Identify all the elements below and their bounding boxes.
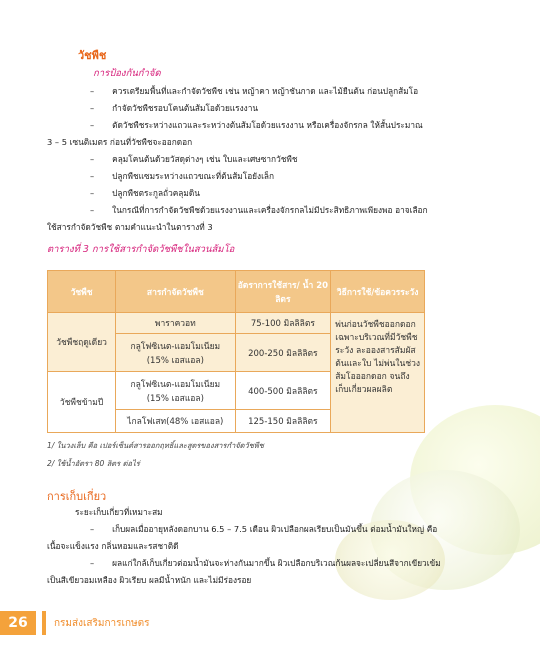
footer-org: กรมส่งเสริมการเกษตร bbox=[54, 618, 150, 629]
bullet-text: กำจัดวัชพืชรอบโคนต้นส้มโอด้วยแรงงาน bbox=[112, 103, 259, 113]
footnote: 1/ ในวงเล็บ คือ เปอร์เซ็นต์สารออกฤทธิ์และสูตรของสารกำจัดวัชพืช bbox=[47, 441, 264, 450]
cell-rate: 400-500 มิลลิลิตร bbox=[235, 372, 331, 410]
bullet-item: – กำจัดวัชพืชรอบโคนต้นส้มโอด้วยแรงงาน bbox=[90, 103, 259, 113]
table-caption: ตารางที่ 3 การใช้สารกำจัดวัชพืชในสวนส้มโอ bbox=[47, 244, 235, 255]
harvest-subtitle: ระยะเก็บเกี่ยวที่เหมาะสม bbox=[75, 507, 163, 517]
bullet-item: – คลุมโคนต้นด้วยวัสดุต่างๆ เช่น ใบและเศษซากวัชพืช bbox=[90, 154, 298, 164]
bullet-continuation: 3 – 5 เซนติเมตร ก่อนที่วัชพืชจะออกดอก bbox=[47, 137, 193, 147]
subheading-prevention: การป้องกันกำจัด bbox=[93, 68, 161, 79]
cell-chemical: ไกลโฟเสท(48% เอสแอล) bbox=[116, 410, 235, 433]
cell-chemical: กลูโฟซิเนต-แอมโมเนียม (15% เอสแอล) bbox=[116, 372, 235, 410]
footnote: 2/ ใช้น้ำอัตรา 80 ลิตร ต่อไร่ bbox=[47, 459, 140, 468]
bullet-text: ผลแก่ใกล้เก็บเกี่ยวต่อมน้ำมันจะห่างกันมากขึ้น ผิวเปลือกบริเวณก้นผลจะเปลี่ยนสีจากเขียวเข้ม bbox=[112, 558, 441, 568]
header-chemical: สารกำจัดวัชพืช bbox=[116, 271, 235, 313]
cell-weed: วัชพืชข้ามปี bbox=[48, 372, 116, 433]
cell-chemical: กลูโฟซิเนต-แอมโมเนียม (15% เอสแอล) bbox=[116, 334, 235, 372]
table-row bbox=[48, 313, 425, 334]
bullet-continuation: เนื้อจะแข็งแรง กลิ่นหอมและรสชาติดี bbox=[47, 541, 179, 551]
section-title: วัชพืช bbox=[78, 49, 107, 62]
bullet-text: คลุมโคนต้นด้วยวัสดุต่างๆ เช่น ใบและเศษซากวัชพืช bbox=[112, 154, 298, 164]
page-number: 26 bbox=[0, 611, 36, 635]
cell-method-note: พ่นก่อนวัชพืชออกดอก เฉพาะบริเวณที่มีวัชพืชระวัง ละอองสารสัมผัสต้นและใบ ไม่พ่นในช่วงส้มโอออกดอก จนถึงเก็บเกี่ยวผลผลิต bbox=[331, 313, 425, 433]
bullet-text: เก็บผลเมื่ออายุหลังดอกบาน 6.5 – 7.5 เดือน ผิวเปลือกผลเรียบเป็นมันขึ้น ต่อมน้ำมันใหญ่ คือ bbox=[112, 524, 438, 534]
bullet-continuation: ใช้สารกำจัดวัชพืช ตามคำแนะนำในตารางที่ 3 bbox=[47, 222, 213, 232]
bullet-continuation: เป็นสีเขียวอมเหลือง ผิวเรียบ ผลมีน้ำหนัก และไม่มีร่องรอย bbox=[47, 575, 252, 585]
table-header-row bbox=[48, 271, 425, 313]
header-weed: วัชพืช bbox=[48, 271, 116, 313]
cell-rate: 200-250 มิลลิลิตร bbox=[235, 334, 331, 372]
bullet-item: – ผลแก่ใกล้เก็บเกี่ยวต่อมน้ำมันจะห่างกันมากขึ้น ผิวเปลือกบริเวณก้นผลจะเปลี่ยนสีจากเขียวเข้ม bbox=[90, 558, 441, 568]
cell-rate: 75-100 มิลลิลิตร bbox=[235, 313, 331, 334]
cell-rate: 125-150 มิลลิลิตร bbox=[235, 410, 331, 433]
bullet-item: – ควรเตรียมพื้นที่และกำจัดวัชพืช เช่น หญ้าคา หญ้าชันกาด และไม้ยืนต้น ก่อนปลูกส้มโอ bbox=[90, 86, 419, 96]
harvest-title: การเก็บเกี่ยว bbox=[47, 490, 107, 503]
bullet-text: ปลูกพืชตระกูลถั่วคลุมดิน bbox=[112, 188, 200, 198]
bullet-text: ตัดวัชพืชระหว่างแถวและระหว่างต้นส้มโอด้วยแรงงาน หรือเครื่องจักรกล ให้สั้นประมาณ bbox=[112, 120, 423, 130]
bullet-item: – ในกรณีที่การกำจัดวัชพืชด้วยแรงงานและเครื่องจักรกลไม่มีประสิทธิภาพเพียงพอ อาจเลือก bbox=[90, 205, 428, 215]
bullet-text: ปลูกพืชแซมระหว่างแถวขณะที่ต้นส้มโอยังเล็ก bbox=[112, 171, 275, 181]
bullet-item: – ปลูกพืชตระกูลถั่วคลุมดิน bbox=[90, 188, 200, 198]
bullet-item: – ตัดวัชพืชระหว่างแถวและระหว่างต้นส้มโอด้วยแรงงาน หรือเครื่องจักรกล ให้สั้นประมาณ bbox=[90, 120, 423, 130]
cell-weed: วัชพืชฤดูเดียว bbox=[48, 313, 116, 372]
bullet-text: ควรเตรียมพื้นที่และกำจัดวัชพืช เช่น หญ้าคา หญ้าชันกาด และไม้ยืนต้น ก่อนปลูกส้มโอ bbox=[112, 86, 419, 96]
header-rate: อัตราการใช้สาร/ น้ำ 20 ลิตร bbox=[235, 271, 331, 313]
herbicide-table bbox=[47, 270, 425, 433]
cell-chemical: พาราควอท bbox=[116, 313, 235, 334]
bullet-item: – ปลูกพืชแซมระหว่างแถวขณะที่ต้นส้มโอยังเล็ก bbox=[90, 171, 275, 181]
bullet-text: ในกรณีที่การกำจัดวัชพืชด้วยแรงงานและเครื่องจักรกลไม่มีประสิทธิภาพเพียงพอ อาจเลือก bbox=[112, 205, 428, 215]
header-method: วิธีการใช้/ข้อควรระวัง bbox=[331, 271, 425, 313]
footer-divider bbox=[42, 611, 46, 635]
bullet-item: – เก็บผลเมื่ออายุหลังดอกบาน 6.5 – 7.5 เดือน ผิวเปลือกผลเรียบเป็นมันขึ้น ต่อมน้ำมันใหญ่ คือ bbox=[90, 524, 438, 534]
